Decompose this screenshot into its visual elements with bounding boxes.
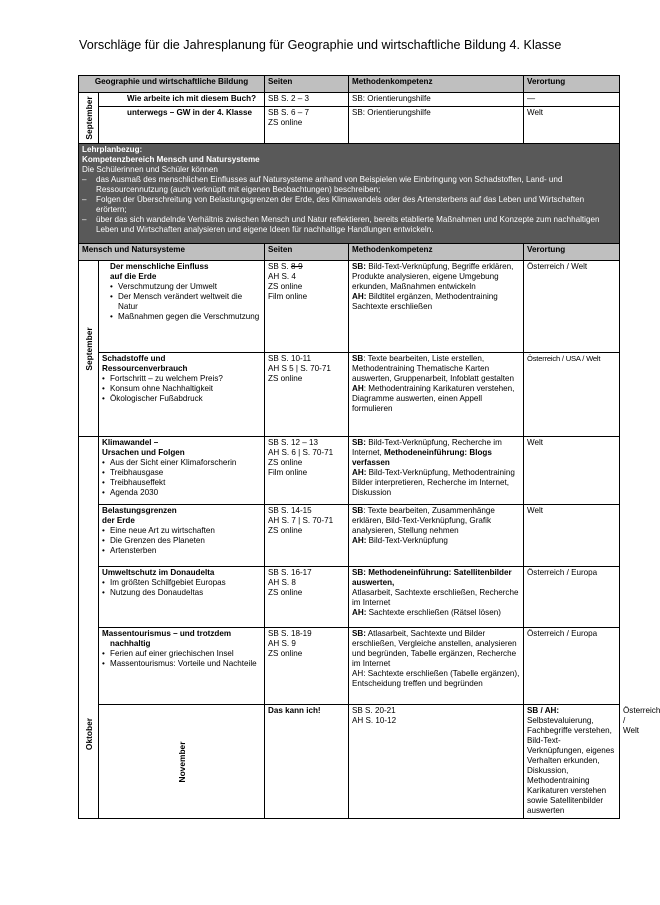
- method-highlight: SB: Methodeneinführung: Satellitenbilder auswerten,: [352, 568, 512, 587]
- method-detail: AH: Sachtexte erschließen (Tabelle ergänzen), Entscheidung treffen und begründen: [352, 669, 520, 688]
- topic-list: [102, 649, 261, 669]
- method-detail: Sachtexte erschließen (Rätsel lösen): [366, 608, 501, 617]
- method-label: AH:: [352, 468, 367, 477]
- place-cell: Welt: [524, 437, 620, 505]
- pages-line: SB S. 20-21: [352, 706, 396, 715]
- topic-cell: [99, 628, 265, 705]
- pages-line: SB S. 6 – 7: [268, 108, 309, 117]
- pages-line: ZS online: [268, 588, 303, 597]
- methods-cell: SB: Orientierungshilfe: [349, 107, 524, 144]
- topic-title: auf die Erde: [110, 272, 157, 281]
- methods-cell: [349, 353, 524, 437]
- topic-title: der Erde: [102, 516, 135, 525]
- curriculum-list: [82, 175, 616, 235]
- place-cell: Österreich / Europa: [524, 628, 620, 705]
- method-label: AH:: [352, 608, 367, 617]
- table-row: [79, 567, 620, 628]
- table-row: [79, 505, 620, 567]
- pages-line: ZS online: [268, 282, 303, 291]
- method-label: SB: [352, 354, 364, 363]
- method-label: AH:: [352, 536, 367, 545]
- method-label: SB / AH:: [527, 706, 560, 715]
- list-item: • Aus der Sicht einer Klimaforscherin: [102, 458, 261, 468]
- pages-prefix: SB S.: [268, 262, 291, 271]
- curriculum-lead: Die Schülerinnen und Schüler können: [82, 165, 218, 174]
- pages-cell: SB S. 2 – 3: [265, 93, 349, 107]
- method-text: [352, 384, 520, 414]
- pages-line: ZS online: [268, 374, 303, 383]
- pages-line: ZS online: [268, 458, 303, 467]
- method-detail: Atlasarbeit, Sachtexte und Bilder erschließen, Vergleiche anstellen, analysieren und begründen, Tabelle ergänzen, Recherche im Internet: [352, 629, 517, 668]
- pages-line: Film online: [268, 292, 308, 301]
- pages-line: AH S. 6 | S. 70-71: [268, 448, 334, 457]
- topic-cell: [99, 505, 265, 567]
- methods-cell: [349, 437, 524, 505]
- method-detail: Bild-Text-Verknüpfung, Recherche im Internet,: [352, 438, 502, 457]
- header-topic: Mensch und Natursysteme: [79, 244, 265, 261]
- curriculum-subheading: Kompetenzbereich Mensch und Natursysteme: [82, 155, 260, 164]
- list-item: • Die Grenzen des Planeten: [102, 536, 261, 546]
- curriculum-row: [79, 144, 620, 244]
- place-cell: Welt: [524, 505, 620, 567]
- place-cell: Welt: [524, 107, 620, 144]
- list-item: • Im größten Schilfgebiet Europas: [102, 578, 261, 588]
- curriculum-item: – das Ausmaß des menschlichen Einflusses auf Natursysteme anhand von Beispielen wie Einbringung von Schadstoffen, Land- und Ressourcennutzung (auch verknüpft mit eigenen Beobachtungen) beschreiben;: [82, 175, 616, 195]
- section-header-row: [79, 244, 620, 261]
- pages-cell: [265, 261, 349, 353]
- list-item: • Maßnahmen gegen die Verschmutzung: [110, 312, 261, 322]
- method-detail: : Texte bearbeiten, Liste erstellen, Methodentraining Thematische Karten auswerten, Gruppenarbeit, Infoblatt gestalten: [352, 354, 514, 383]
- pages-cell: [265, 628, 349, 705]
- pages-line: SB S. 18-19: [268, 629, 312, 638]
- table-row: [79, 261, 620, 353]
- place-cell: Österreich / USA / Welt: [524, 353, 620, 437]
- pages-cell: [265, 437, 349, 505]
- table-row: November Das kann ich! SB S. 20-21 AH S. 10-12 SB / AH: Selbstevaluierung, Fachbegriffe verstehen, Bild-Text-Verknüpfungen, eigenes Verhalten erkunden, Diskussion, Methodentraining Karikaturen verstehen sowie Satellitenbilder auswerten Österreich / Welt: [79, 705, 620, 819]
- header-place: Verortung: [524, 244, 620, 261]
- pages-struck: 8-9: [290, 262, 303, 271]
- pages-cell: [265, 567, 349, 628]
- topic-list: [102, 374, 261, 404]
- method-detail: : Texte bearbeiten, Zusammenhänge erklären, Bild-Text-Verknüpfung, Grafik analysieren, Stellung nehmen: [352, 506, 495, 535]
- topic-title: Schadstoffe und: [102, 354, 166, 363]
- method-label: SB:: [352, 438, 366, 447]
- header-methods: Methodenkompetenz: [349, 76, 524, 93]
- pages-line: ZS online: [268, 118, 303, 127]
- month-cell: [79, 437, 99, 819]
- topic-list: [102, 526, 261, 556]
- method-label: SB: [352, 506, 364, 515]
- methods-cell: [349, 505, 524, 567]
- list-item: • Nutzung des Donaudeltas: [102, 588, 261, 598]
- method-detail: Bild-Text-Verknüpfung, Methodentraining Bilder interpretieren, Recherche im Internet, Diskussion: [352, 468, 515, 497]
- method-text: [352, 536, 520, 546]
- list-item: • Treibhauseffekt: [102, 478, 261, 488]
- method-detail: Atlasarbeit, Sachtexte erschließen, Recherche im Internet: [352, 588, 519, 607]
- topic-title: Das kann ich!: [265, 705, 349, 819]
- curriculum-box: [79, 144, 620, 244]
- table-row: [79, 93, 620, 107]
- methods-cell: [524, 705, 620, 819]
- table-row: [79, 107, 620, 144]
- list-item: • Agenda 2030: [102, 488, 261, 498]
- method-text: [352, 438, 520, 468]
- pages-line: AH S. 8: [268, 578, 296, 587]
- topic-title: Wie arbeite ich mit diesem Buch?: [99, 93, 265, 107]
- method-text: [352, 608, 520, 618]
- header-pages: Seiten: [265, 76, 349, 93]
- list-item: • Artensterben: [102, 546, 261, 556]
- header-methods: Methodenkompetenz: [349, 244, 524, 261]
- list-item: • Konsum ohne Nachhaltigkeit: [102, 384, 261, 394]
- method-detail: Bildtitel ergänzen, Methodentraining Sachtexte erschließen: [352, 292, 498, 311]
- methods-cell: [349, 628, 524, 705]
- methods-cell: [349, 261, 524, 353]
- place-cell: Österreich / Welt: [524, 261, 620, 353]
- pages-line: SB S. 14-15: [268, 506, 312, 515]
- pages-line: SB S. 12 – 13: [268, 438, 318, 447]
- header-topic: Geographie und wirtschaftliche Bildung: [79, 76, 265, 93]
- pages-line: AH S. 10-12: [352, 716, 397, 725]
- topic-title: unterwegs – GW in der 4. Klasse: [99, 107, 265, 144]
- topic-list: [102, 282, 261, 322]
- topic-title: Ursachen und Folgen: [102, 448, 185, 457]
- list-item: • Der Mensch verändert weltweit die Natur: [110, 292, 261, 312]
- pages-line: SB S. 10-11: [268, 354, 312, 363]
- method-highlight: Methodeneinführung: Blogs verfassen: [352, 448, 492, 467]
- pages-line: AH S 5 | S. 70-71: [268, 364, 331, 373]
- list-item: • Eine neue Art zu wirtschaften: [102, 526, 261, 536]
- list-item: • Ferien auf einer griechischen Insel: [102, 649, 261, 659]
- topic-title: Der menschliche Einfluss: [110, 262, 209, 271]
- topic-title: Belastungsgrenzen: [102, 506, 177, 515]
- method-label: AH:: [352, 292, 367, 301]
- method-text: [352, 468, 520, 498]
- method-text: [352, 292, 520, 312]
- topic-cell: [99, 353, 265, 437]
- method-detail: Selbstevaluierung, Fachbegriffe verstehen, Bild-Text-Verknüpfungen, eigenes Verhalten erkunden, Diskussion, Methodentraining Karikaturen verstehen sowie Satellitenbilder auswerten: [527, 716, 615, 815]
- pages-line: SB S. 16-17: [268, 568, 312, 577]
- topic-cell: [99, 261, 265, 353]
- table-row: [79, 437, 620, 505]
- method-detail: Bild-Text-Verknüpfung: [366, 536, 448, 545]
- topic-title: Umweltschutz im Donaudelta: [102, 568, 215, 577]
- month-cell: [79, 261, 99, 437]
- curriculum-item: – Folgen der Überschreitung von Belastungsgrenzen der Erde, des Klimawandels oder des Artensterbens auf das Leben und Wirtschaften erörtern;: [82, 195, 616, 215]
- method-text: [352, 354, 520, 384]
- pages-cell: [265, 505, 349, 567]
- methods-cell: [349, 567, 524, 628]
- pages-cell: [265, 353, 349, 437]
- table-header-row: [79, 76, 620, 93]
- pages-line: [268, 262, 345, 272]
- month-label: Oktober: [83, 718, 94, 751]
- topic-list: [102, 578, 261, 598]
- pages-line: AH S. 7 | S. 70-71: [268, 516, 334, 525]
- topic-title: Massentourismus – und trotzdem: [102, 629, 232, 638]
- list-item: • Massentourismus: Vorteile und Nachteile: [102, 659, 261, 669]
- header-pages: Seiten: [265, 244, 349, 261]
- method-text: [352, 506, 520, 536]
- method-label: SB:: [352, 262, 366, 271]
- method-label: AH: [352, 384, 364, 393]
- pages-line: AH S. 9: [268, 639, 296, 648]
- curriculum-item: – über das sich wandelnde Verhältnis zwischen Mensch und Natur reflektieren, bereits etablierte Maßnahmen und Konzepte zum nachhaltigen Leben und Wirtschaften analysieren und eigene Ideen für nachhaltige Handlungen entwickeln.: [82, 215, 616, 235]
- header-place: Verortung: [524, 76, 620, 93]
- page-title: Vorschläge für die Jahresplanung für Geographie und wirtschaftliche Bildung 4. Klasse: [79, 38, 562, 52]
- method-text: [352, 629, 520, 669]
- topic-cell: [99, 437, 265, 505]
- plan-table: [78, 75, 660, 819]
- method-detail: : Methodentraining Karikaturen verstehen, Diagramme auswerten, einen Appell formulieren: [352, 384, 515, 413]
- pages-line: ZS online: [268, 649, 303, 658]
- list-item: • Treibhausgase: [102, 468, 261, 478]
- method-text: [527, 706, 616, 816]
- month-label: September: [83, 96, 94, 140]
- pages-cell: [349, 705, 524, 819]
- topic-title: Ressourcenverbrauch: [102, 364, 188, 373]
- method-text: [352, 262, 520, 292]
- methods-cell: SB: Orientierungshilfe: [349, 93, 524, 107]
- place-cell: Österreich / Europa: [524, 567, 620, 628]
- curriculum-heading: Lehrplanbezug:: [82, 145, 143, 154]
- list-item: • Verschmutzung der Umwelt: [110, 282, 261, 292]
- pages-line: ZS online: [268, 526, 303, 535]
- list-item: • Ökologischer Fußabdruck: [102, 394, 261, 404]
- table-row: [79, 628, 620, 705]
- topic-title: Klimawandel –: [102, 438, 159, 447]
- topic-list: [102, 458, 261, 498]
- month-label: November: [176, 741, 187, 782]
- pages-line: Film online: [268, 468, 308, 477]
- month-cell: [79, 93, 99, 144]
- month-label: September: [83, 326, 94, 371]
- pages-line: AH S. 4: [268, 272, 296, 281]
- table-row: [79, 353, 620, 437]
- topic-title: nachhaltig: [110, 639, 151, 648]
- month-cell: [99, 705, 265, 819]
- method-detail: Bild-Text-Verknüpfung, Begriffe erklären, Produkte analysieren, eigene Umgebung erkunden, Maßnahmen entwickeln: [352, 262, 514, 291]
- list-item: • Fortschritt – zu welchem Preis?: [102, 374, 261, 384]
- pages-cell: [265, 107, 349, 144]
- place-cell: —: [524, 93, 620, 107]
- method-label: SB:: [352, 629, 366, 638]
- topic-cell: [99, 567, 265, 628]
